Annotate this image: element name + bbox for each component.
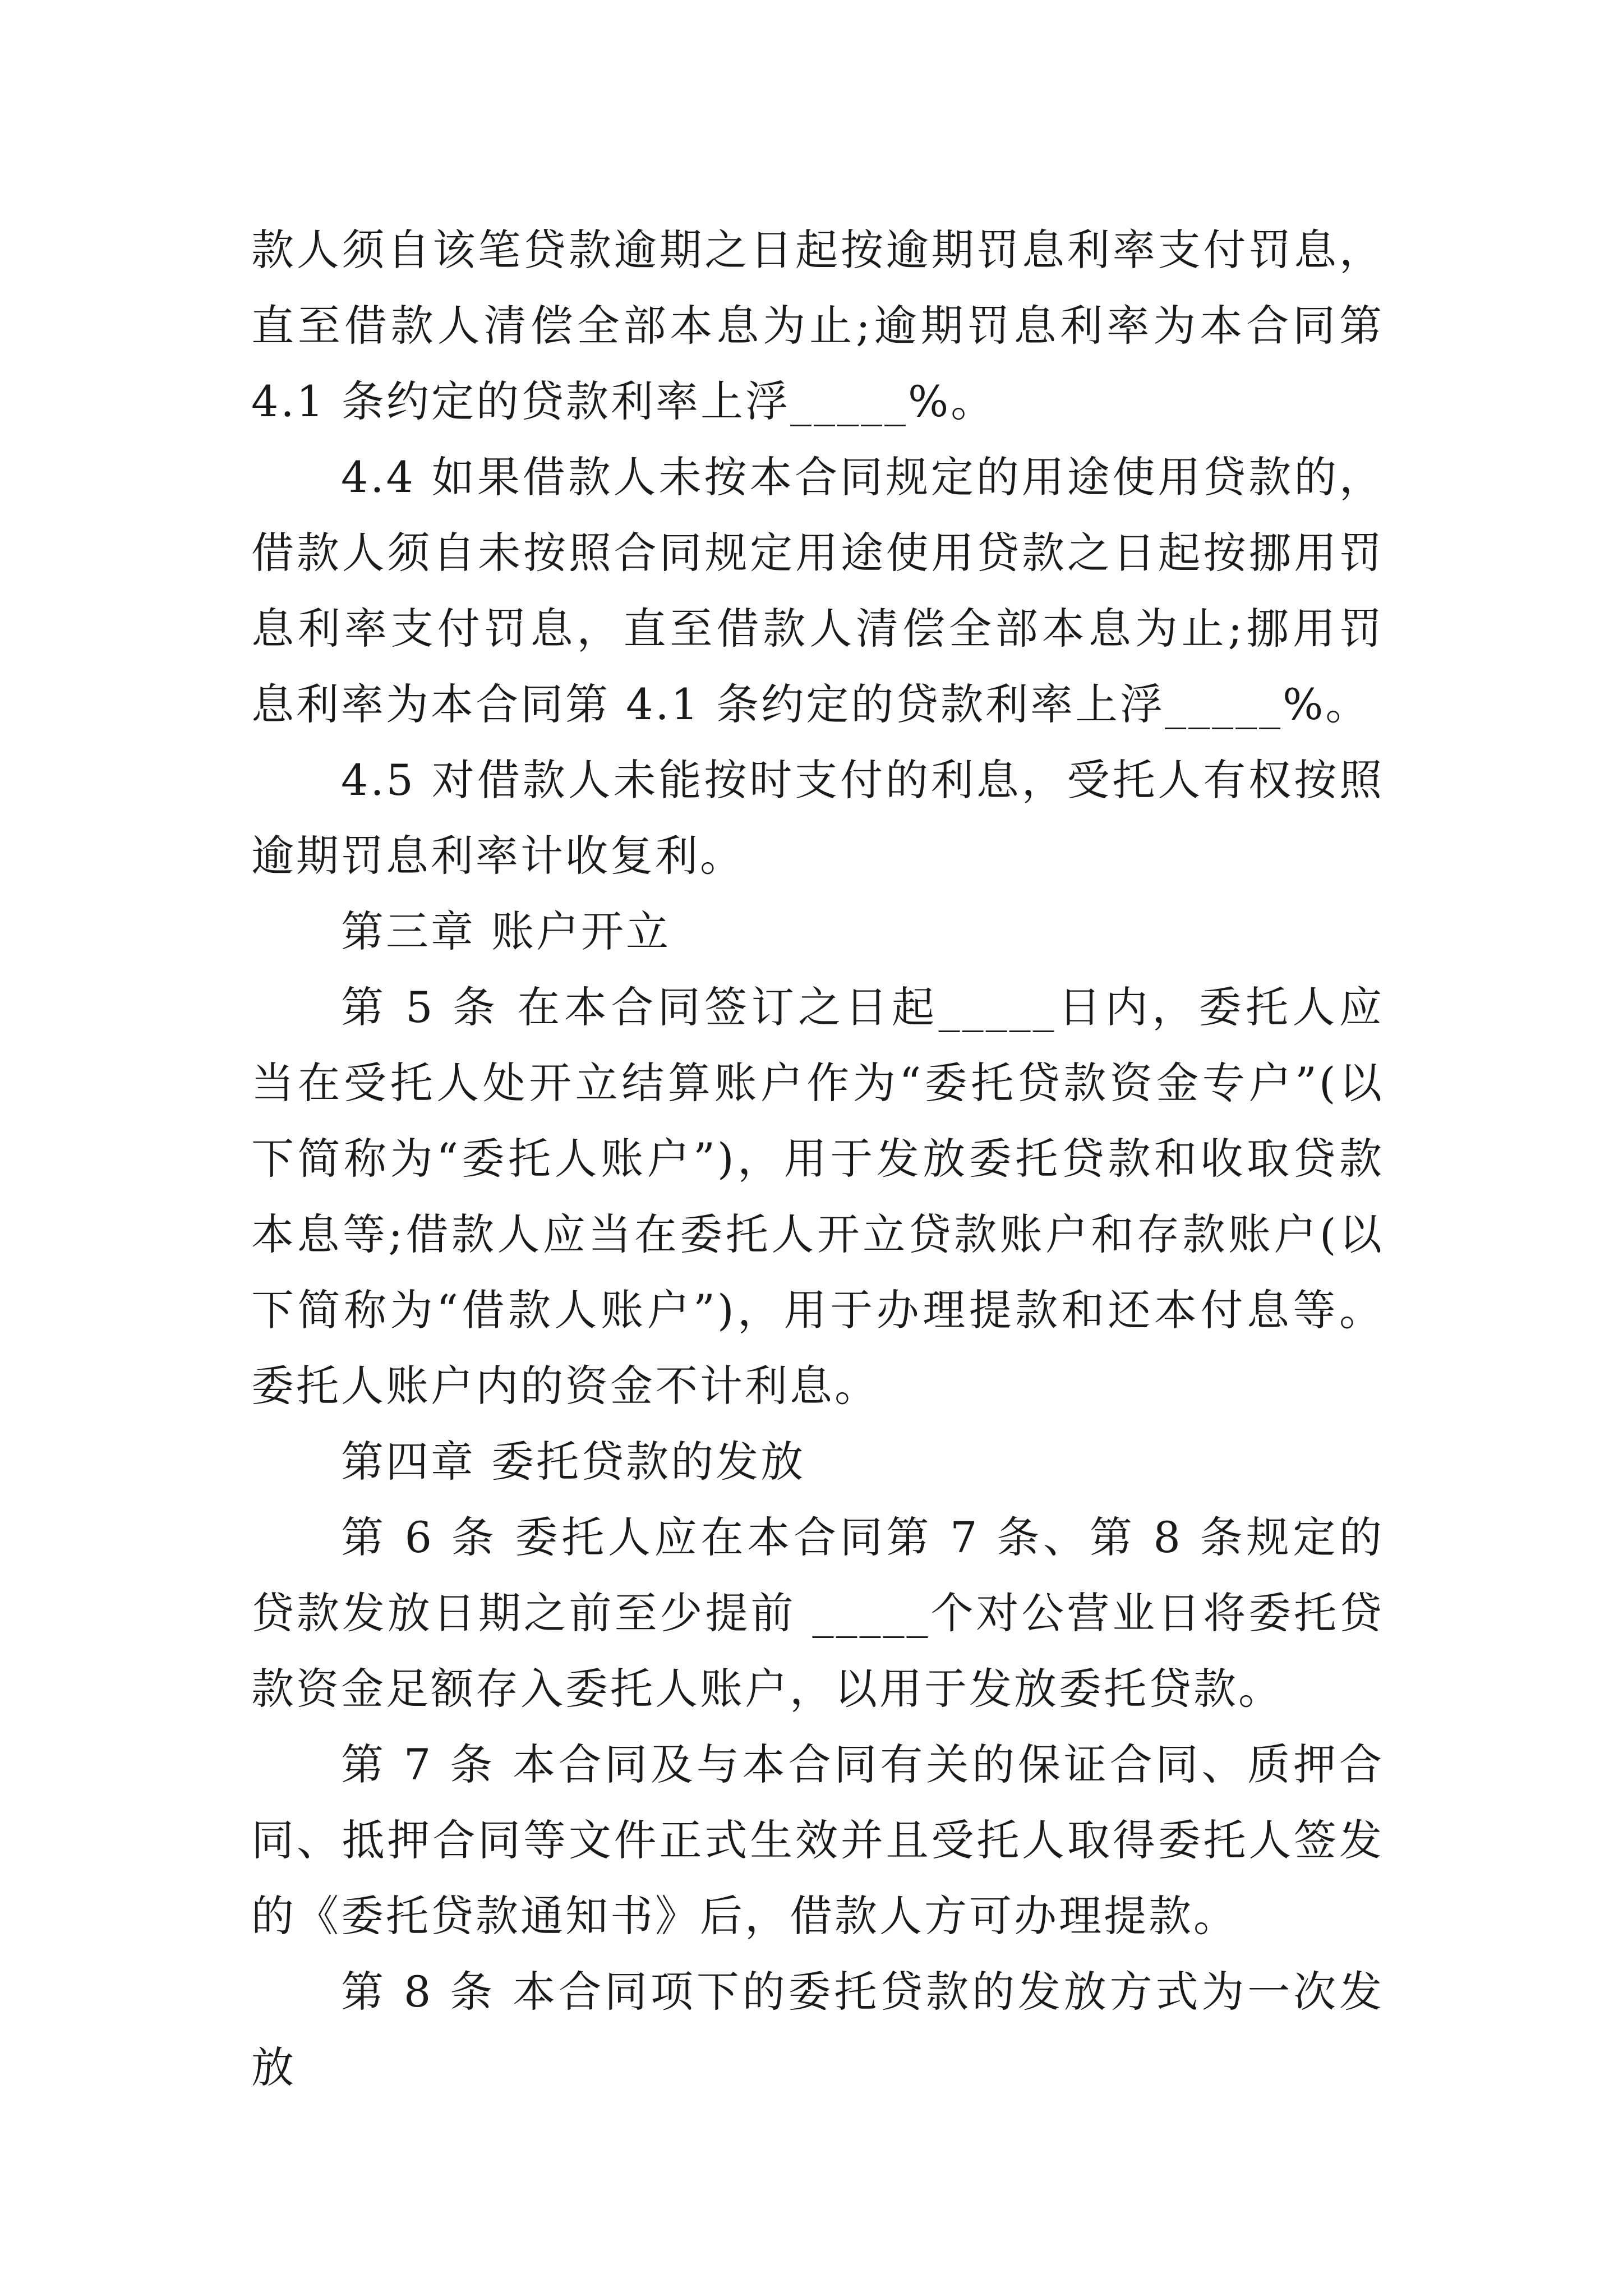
article-7: 第 7 条 本合同及与本合同有关的保证合同、质押合同、抵押合同等文件正式生效并且受托人取得委托人签发的《委托贷款通知书》后，借款人方可办理提款。 [251,1740,1384,1941]
paragraph-4-4: 4.4 如果借款人未按本合同规定的用途使用贷款的，借款人须自未按照合同规定用途使用贷款之日起按挪用罚息利率支付罚息，直至借款人清偿全部本息为止;挪用罚息利率为本合同第 4.1 条约定的贷款利率上浮_____%。 [251,452,1384,729]
chapter-4-heading: 第四章 委托贷款的发放 [341,1437,806,1487]
article-8: 第 8 条 本合同项下的委托贷款的发放方式为一次发放 [251,1967,1384,2092]
chapter-3-heading: 第三章 账户开立 [341,907,671,956]
article-6: 第 6 条 委托人应在本合同第 7 条、第 8 条规定的贷款发放日期之前至少提前 _____个对公营业日将委托贷款资金足额存入委托人账户，以用于发放委托贷款。 [251,1512,1384,1714]
article-5: 第 5 条 在本合同签订之日起_____日内，委托人应当在受托人处开立结算账户作为“委托贷款资金专户”(以下简称为“委托人账户”)，用于发放委托贷款和收取贷款本息等;借款人应当在委托人开立贷款账户和存款账户(以下简称为“借款人账户”)，用于办理提款和还本付息等。委托人账户内的资金不计利息。 [251,982,1384,1411]
document-body [251,212,1384,2105]
paragraph-overdue-penalty: 款人须自该笔贷款逾期之日起按逾期罚息利率支付罚息，直至借款人清偿全部本息为止;逾期罚息利率为本合同第 4.1 条约定的贷款利率上浮_____%。 [251,225,1384,426]
paragraph-4-5: 4.5 对借款人未能按时支付的利息，受托人有权按照逾期罚息利率计收复利。 [251,755,1384,881]
